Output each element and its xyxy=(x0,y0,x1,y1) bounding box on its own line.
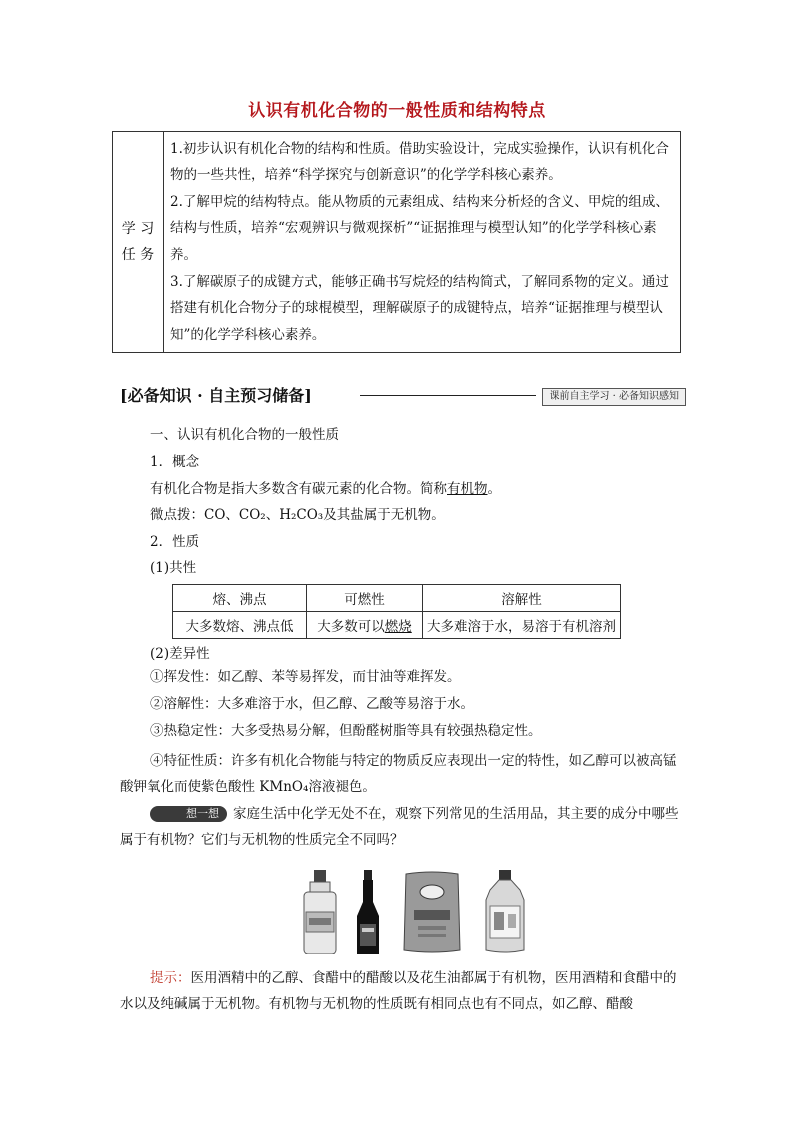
think-text: 家庭生活中化学无处不在，观察下列常见的生活用品，其主要的成分中哪些属于有机物？它们与无机物的性质完全不同吗？ xyxy=(120,806,679,848)
table-cell: 大多数熔、沸点低 xyxy=(173,612,307,639)
heading-general-properties: 一、认识有机化合物的一般性质 xyxy=(150,427,339,443)
learning-task-content xyxy=(164,132,681,353)
difference-item: ②溶解性：大多难溶于水，但乙醇、乙酸等易溶于水。 xyxy=(150,696,474,712)
think-paragraph xyxy=(120,801,686,853)
household-products-photos xyxy=(302,868,532,954)
hint-label: 提示： xyxy=(150,970,191,986)
learning-task-item: 3.了解碳原子的成键方式，能够正确书写烷烃的结构简式，了解同系物的定义。通过搭建有机化合物分子的球棍模型，理解碳原子的成键特点，培养“证据推理与模型认知”的化学学科核心素养。 xyxy=(170,273,669,343)
difference-item: ①挥发性：如乙醇、苯等易挥发，而甘油等难挥发。 xyxy=(150,669,461,685)
learning-task-item: 2.了解甲烷的结构特点。能从物质的元素组成、结构来分析烃的含义、甲烷的组成、结构与性质，培养“宏观辨识与微观探析”“证据推理与模型认知”的化学学科核心素养。 xyxy=(170,193,669,263)
heading-common-properties: (1)共性 xyxy=(150,560,197,576)
page-title: 认识有机化合物的一般性质和结构特点 xyxy=(248,101,546,121)
tip-line: 微点拨：CO、CO₂、H₂CO₃及其盐属于无机物。 xyxy=(150,507,445,523)
heading-differences: (2)差异性 xyxy=(150,646,210,662)
table-cell: 大多难溶于水，易溶于有机溶剂 xyxy=(423,612,621,639)
learning-task-item: 1.初步认识有机化合物的结构和性质。借助实验设计，完成实验操作，认识有机化合物的一些共性，培养“科学探究与创新意识”的化学学科核心素养。 xyxy=(170,140,669,184)
table-cell xyxy=(307,612,423,639)
table-header: 溶解性 xyxy=(423,585,621,612)
heading-properties: 2．性质 xyxy=(150,534,200,550)
section-title: [必备知识 · 自主预习储备] xyxy=(120,386,312,405)
hint-paragraph xyxy=(120,965,686,1017)
think-badge: 想一想 xyxy=(150,806,227,822)
section-header xyxy=(120,383,686,409)
common-properties-table xyxy=(172,584,621,639)
learning-task-label xyxy=(113,132,164,353)
peanut-oil-bottle-image xyxy=(482,870,528,954)
section-divider xyxy=(360,395,536,396)
section-tag: 课前自主学习 · 必备知识感知 xyxy=(542,388,686,406)
table-cell-term: 燃烧 xyxy=(384,619,412,635)
difference-item: ③热稳定性：大多受热易分解，但酚醛树脂等具有较强热稳定性。 xyxy=(150,723,542,739)
heading-concept: 1．概念 xyxy=(150,454,200,470)
table-header: 可燃性 xyxy=(307,585,423,612)
concept-text: 有机化合物是指大多数含有碳元素的化合物。简称 xyxy=(150,481,447,497)
vinegar-bottle-image xyxy=(354,870,382,954)
table-cell-text: 大多数可以 xyxy=(317,619,385,635)
concept-term: 有机物 xyxy=(447,481,488,497)
difference-item: ④特征性质：许多有机化合物能与特定的物质反应表现出一定的特性，如乙醇可以被高锰酸钾氧化而使紫色酸性 KMnO₄溶液褪色。 xyxy=(120,753,677,795)
soda-ash-bag-image xyxy=(402,870,462,954)
concept-paragraph xyxy=(150,479,690,499)
learning-task-table xyxy=(112,131,681,353)
hint-text: 医用酒精中的乙醇、食醋中的醋酸以及花生油都属于有机物，医用酒精和食醋中的水以及纯碱属于无机物。有机物与无机物的性质既有相同点也有不同点，如乙醇、醋酸 xyxy=(120,970,677,1012)
table-header: 熔、沸点 xyxy=(173,585,307,612)
concept-end: 。 xyxy=(487,481,501,497)
learning-task-label-line1: 学 习 xyxy=(121,221,155,237)
medical-alcohol-bottle-image xyxy=(302,870,338,954)
learning-task-label-line2: 任 务 xyxy=(121,247,155,263)
